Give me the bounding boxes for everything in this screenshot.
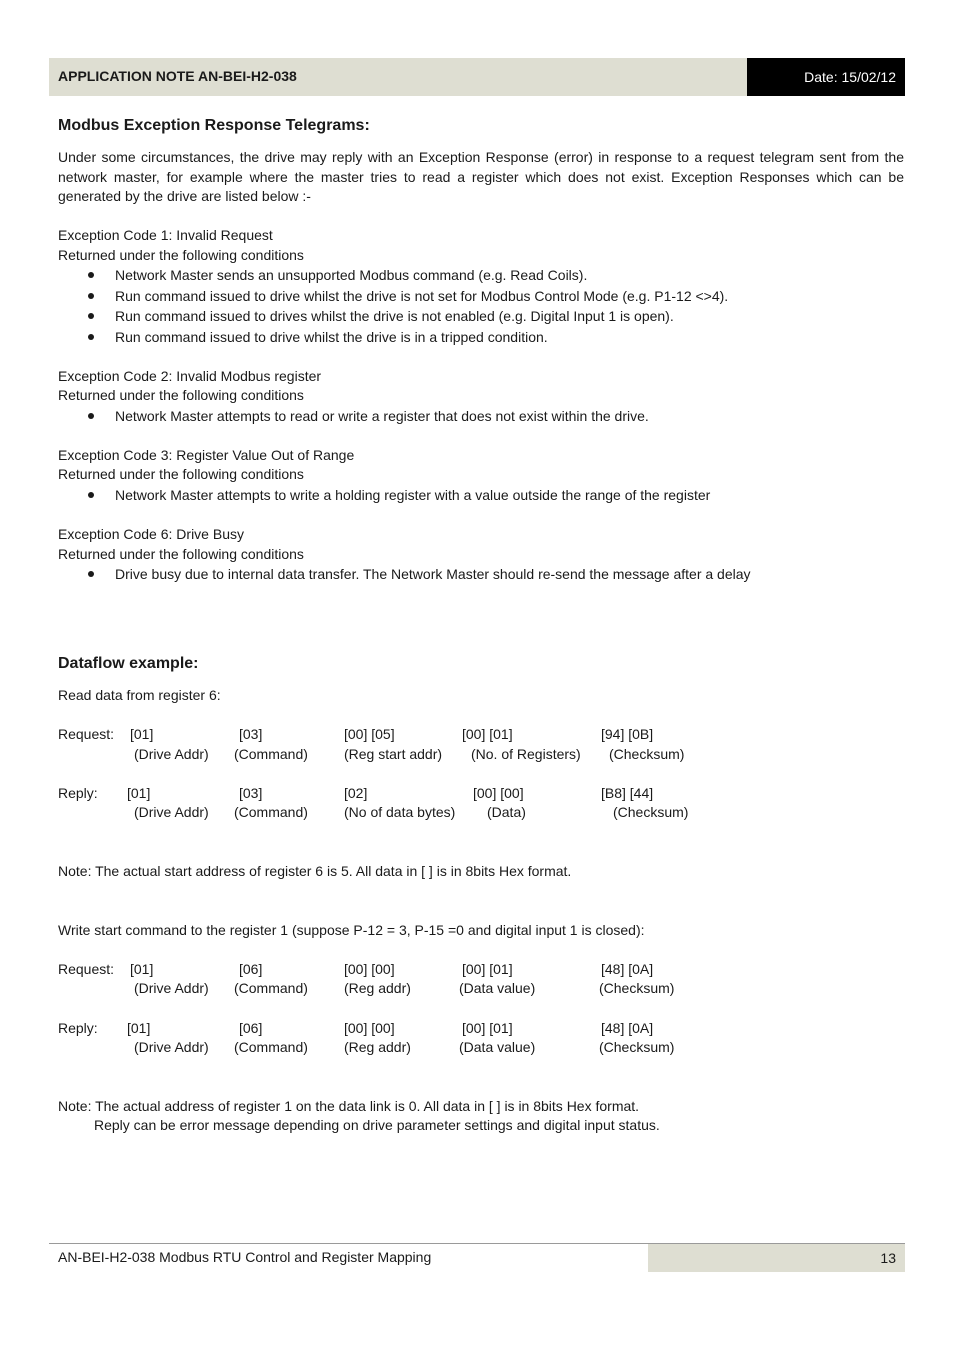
read-request-value: [03]	[239, 726, 263, 742]
write-note-line-1: Note: The actual address of register 1 on the data link is 0. All data in [ ] is in 8bits Hex format.	[58, 1098, 640, 1114]
read-request-label: Request:	[58, 726, 115, 742]
write-reply-value: [00] [01]	[462, 1020, 513, 1036]
read-reply-caption: (Data)	[487, 804, 526, 820]
write-request-value: [06]	[239, 961, 263, 977]
write-request-caption: (Checksum)	[599, 980, 675, 996]
list-item: Network Master attempts to read or write a register that does not exist within the drive.	[58, 406, 649, 427]
read-request-caption: (Checksum)	[609, 746, 685, 762]
conditions-label: Returned under the following conditions	[58, 387, 304, 403]
write-request-caption: (Command)	[234, 980, 308, 996]
write-note-line-2: Reply can be error message depending on drive parameter settings and digital input status.	[94, 1117, 660, 1133]
exception-code-1-title: Exception Code 1: Invalid Request	[58, 227, 273, 243]
write-reply-value: [06]	[239, 1020, 263, 1036]
list-item: Run command issued to drives whilst the drive is not enabled (e.g. Digital Input 1 is open).	[58, 306, 728, 327]
write-request-caption: (Drive Addr)	[134, 980, 209, 996]
conditions-label: Returned under the following conditions	[58, 546, 304, 562]
dataflow-heading: Dataflow example:	[58, 655, 199, 672]
read-reply-caption: (Checksum)	[613, 804, 689, 820]
exception-code-2-title: Exception Code 2: Invalid Modbus register	[58, 368, 322, 384]
read-reply-caption: (No of data bytes)	[344, 804, 456, 820]
list-item: Run command issued to drive whilst the drive is not set for Modbus Control Mode (e.g. P1-12 <>4).	[58, 286, 728, 307]
read-reply-value: [B8] [44]	[601, 785, 654, 801]
read-intro: Read data from register 6:	[58, 687, 221, 703]
document-title: APPLICATION NOTE AN-BEI-H2-038	[58, 68, 297, 84]
list-item: Network Master attempts to write a holding register with a value outside the range of the register	[58, 485, 710, 506]
read-reply-caption: (Command)	[234, 804, 308, 820]
page-header	[49, 58, 905, 96]
read-request-caption: (Command)	[234, 746, 308, 762]
document-date: Date: 15/02/12	[747, 58, 905, 96]
write-request-value: [48] [0A]	[601, 961, 654, 977]
read-request-value: [01]	[130, 726, 154, 742]
write-request-value: [00] [00]	[344, 961, 395, 977]
list-item: Drive busy due to internal data transfer. The Network Master should re-send the message after a delay	[58, 564, 751, 585]
exception-code-3-title: Exception Code 3: Register Value Out of Range	[58, 447, 355, 463]
read-request-caption: (Drive Addr)	[134, 746, 209, 762]
read-reply-value: [01]	[127, 785, 151, 801]
read-request-caption: (Reg start addr)	[344, 746, 443, 762]
exceptions-heading: Modbus Exception Response Telegrams:	[58, 117, 370, 134]
write-reply-caption: (Checksum)	[599, 1039, 675, 1055]
write-request-value: [00] [01]	[462, 961, 513, 977]
conditions-label: Returned under the following conditions	[58, 466, 304, 482]
read-reply-label: Reply:	[58, 785, 98, 801]
read-request-value: [00] [05]	[344, 726, 395, 742]
write-reply-value: [48] [0A]	[601, 1020, 654, 1036]
exception-code-6-list	[58, 564, 751, 585]
write-reply-caption: (Command)	[234, 1039, 308, 1055]
read-reply-value: [03]	[239, 785, 263, 801]
read-reply-caption: (Drive Addr)	[134, 804, 209, 820]
write-request-caption: (Reg addr)	[344, 980, 411, 996]
read-request-value: [94] [0B]	[601, 726, 654, 742]
write-reply-caption: (Data value)	[459, 1039, 536, 1055]
exception-code-3-list	[58, 485, 710, 506]
conditions-label: Returned under the following conditions	[58, 247, 304, 263]
exception-code-2-list	[58, 406, 649, 427]
exceptions-intro: Under some circumstances, the drive may reply with an Exception Response (error) in response to a request telegram sent from the network master, for example where the master tries to read a register which does not exist. Exception Responses which can be generated by the drive are listed below :-	[58, 149, 904, 204]
write-request-label: Request:	[58, 961, 115, 977]
write-reply-value: [00] [00]	[344, 1020, 395, 1036]
write-reply-caption: (Drive Addr)	[134, 1039, 209, 1055]
write-reply-value: [01]	[127, 1020, 151, 1036]
read-reply-value: [00] [00]	[473, 785, 524, 801]
write-reply-label: Reply:	[58, 1020, 98, 1036]
write-request-caption: (Data value)	[459, 980, 536, 996]
page-number: 13	[648, 1244, 905, 1272]
write-intro: Write start command to the register 1 (suppose P-12 = 3, P-15 =0 and digital input 1 is closed):	[58, 922, 645, 938]
exception-code-1-list	[58, 265, 728, 347]
list-item: Network Master sends an unsupported Modbus command (e.g. Read Coils).	[58, 265, 728, 286]
read-note: Note: The actual start address of register 6 is 5. All data in [ ] is in 8bits Hex format.	[58, 863, 572, 879]
read-request-caption: (No. of Registers)	[471, 746, 581, 762]
write-reply-caption: (Reg addr)	[344, 1039, 411, 1055]
read-request-value: [00] [01]	[462, 726, 513, 742]
read-reply-value: [02]	[344, 785, 368, 801]
write-request-value: [01]	[130, 961, 154, 977]
footer-title: AN-BEI-H2-038 Modbus RTU Control and Register Mapping	[58, 1249, 432, 1265]
exception-code-6-title: Exception Code 6: Drive Busy	[58, 526, 244, 542]
list-item: Run command issued to drive whilst the drive is in a tripped condition.	[58, 327, 728, 348]
